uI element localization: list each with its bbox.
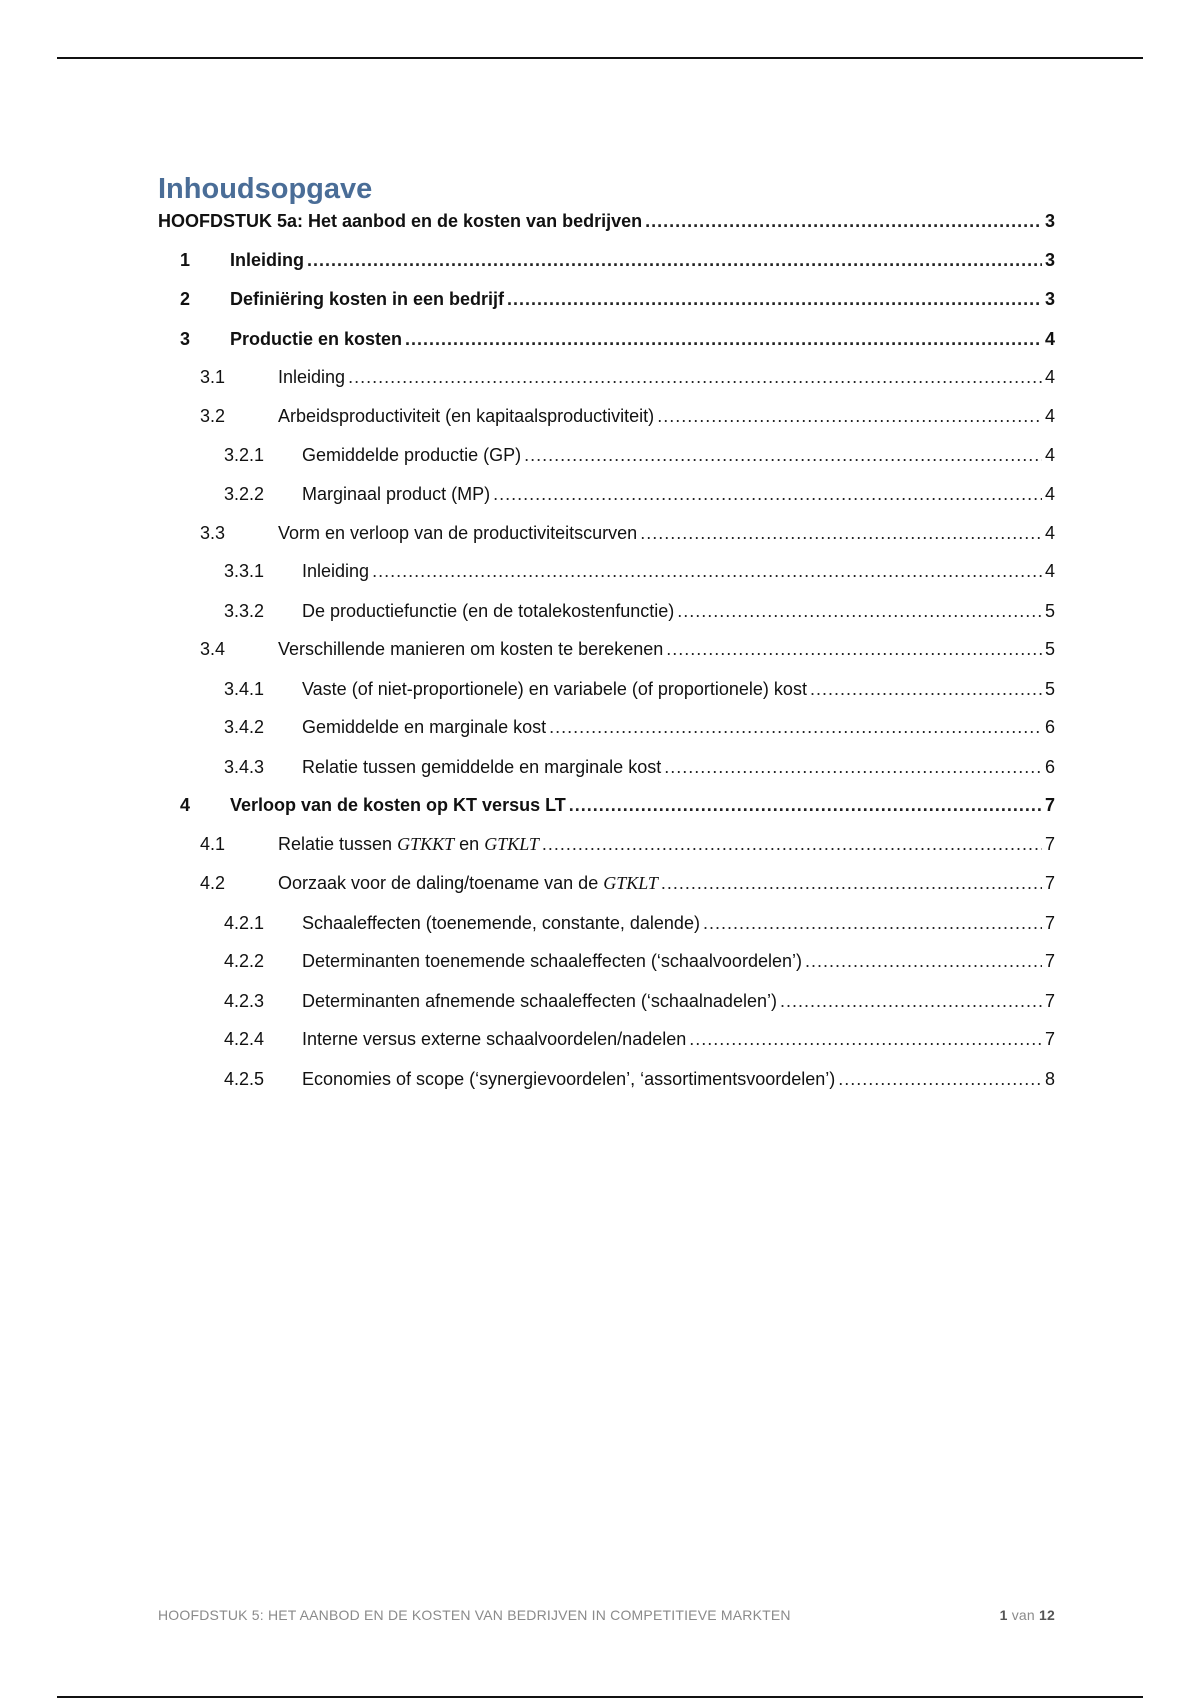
toc-entry-text: Inleiding xyxy=(302,561,370,581)
toc-entry-number: 3.4 xyxy=(200,639,226,659)
toc-entry-1[interactable] xyxy=(158,247,1055,273)
toc-entry-number: 3.4.2 xyxy=(224,717,265,737)
header-rule xyxy=(57,57,1143,59)
toc-leader-dots xyxy=(689,1026,1042,1052)
toc-entry-page: 3 xyxy=(1044,289,1055,309)
toc-entry-page: 7 xyxy=(1044,834,1055,854)
toc-entry-page: 8 xyxy=(1044,1069,1055,1089)
page-number xyxy=(1000,1607,1055,1623)
toc-entry-number: 3.2.2 xyxy=(224,484,265,504)
math-gtkkt: GTKKT xyxy=(397,834,455,854)
toc-entry-text: HOOFDSTUK 5a: Het aanbod en de kosten van bedrijven xyxy=(158,211,643,231)
toc-entry-page: 6 xyxy=(1044,757,1055,777)
toc-leader-dots xyxy=(810,676,1042,702)
toc-entry-text: Verschillende manieren om kosten te berekenen xyxy=(278,639,664,659)
toc-entry-text: Schaaleffecten (toenemende, constante, dalende) xyxy=(302,913,700,933)
toc-entry-4-2-1[interactable] xyxy=(158,910,1055,936)
toc-leader-dots xyxy=(838,1066,1042,1092)
toc-entry-number: 3.2.1 xyxy=(224,445,265,465)
toc-entry-3-3-1[interactable] xyxy=(158,558,1055,584)
toc-entry-text: Verloop van de kosten op KT versus LT xyxy=(230,795,566,815)
toc-entry-text xyxy=(278,870,658,896)
toc-entry-text: Determinanten toenemende schaaleffecten (‘schaalvoordelen’) xyxy=(302,951,802,971)
toc-entry-text: Determinanten afnemende schaaleffecten (‘schaalnadelen’) xyxy=(302,991,777,1011)
toc-entry-text: Economies of scope (‘synergievoordelen’, ‘assortimentsvoordelen’) xyxy=(302,1069,836,1089)
current-page: 1 xyxy=(999,1607,1008,1623)
toc-entry-3-2-2[interactable] xyxy=(158,481,1055,507)
toc-entry-3-4-3[interactable] xyxy=(158,754,1055,780)
toc-entry-4-1[interactable] xyxy=(158,831,1055,857)
toc-entry-text: Arbeidsproductiviteit (en kapitaalsproductiviteit) xyxy=(278,406,655,426)
toc-entry-3-4-1[interactable] xyxy=(158,676,1055,702)
toc-entry-text: Marginaal product (MP) xyxy=(302,484,491,504)
toc-entry-page: 4 xyxy=(1044,329,1055,349)
toc-entry-text xyxy=(278,831,539,857)
toc-entry-number: 4.2.2 xyxy=(224,951,265,971)
toc-leader-dots xyxy=(677,598,1042,624)
math-gtklt: GTKLT xyxy=(603,873,658,893)
toc-entry-3[interactable] xyxy=(158,326,1055,352)
toc-entry-page: 4 xyxy=(1044,484,1055,504)
table-of-contents xyxy=(158,172,1055,1089)
toc-leader-dots xyxy=(645,208,1042,234)
toc-leader-dots xyxy=(493,481,1042,507)
toc-entry-page: 7 xyxy=(1044,913,1055,933)
toc-entry-text: Definiëring kosten in een bedrijf xyxy=(230,289,505,309)
toc-entry-number: 4.2.4 xyxy=(224,1029,265,1049)
toc-leader-dots xyxy=(703,910,1042,936)
toc-entry-number: 4.2.5 xyxy=(224,1069,265,1089)
footer-title: HOOFDSTUK 5: HET AANBOD EN DE KOSTEN VAN BEDRIJVEN IN COMPETITIEVE MARKTEN xyxy=(158,1607,791,1623)
page-footer xyxy=(158,1607,1055,1623)
toc-entry-number: 3.3.1 xyxy=(224,561,265,581)
footer-rule xyxy=(57,1696,1143,1698)
toc-entry-3-2-1[interactable] xyxy=(158,442,1055,468)
toc-entry-number: 3.4.1 xyxy=(224,679,265,699)
toc-leader-dots xyxy=(348,364,1042,390)
toc-entry-page: 7 xyxy=(1044,795,1055,815)
toc-entry-number: 4.2.3 xyxy=(224,991,265,1011)
toc-entry-page: 7 xyxy=(1044,991,1055,1011)
toc-entry-page: 4 xyxy=(1044,445,1055,465)
toc-leader-dots xyxy=(307,247,1042,273)
toc-entry-text: Interne versus externe schaalvoordelen/nadelen xyxy=(302,1029,687,1049)
toc-entry-page: 7 xyxy=(1044,951,1055,971)
toc-entry-page: 7 xyxy=(1044,873,1055,893)
toc-title: Inhoudsopgave xyxy=(158,173,373,205)
toc-entry-text-mid: en xyxy=(459,834,480,854)
toc-leader-dots xyxy=(524,442,1042,468)
toc-entry-number: 3.3 xyxy=(200,523,226,543)
toc-entry-number: 4.1 xyxy=(200,834,226,854)
toc-entry-page: 6 xyxy=(1044,717,1055,737)
toc-entry-page: 4 xyxy=(1044,406,1055,426)
toc-entry-text-pre: Oorzaak voor de daling/toename van de xyxy=(278,873,599,893)
math-gtklt: GTKLT xyxy=(484,834,539,854)
toc-entry-3-3[interactable] xyxy=(158,520,1055,546)
toc-entry-page: 4 xyxy=(1044,367,1055,387)
total-pages: 12 xyxy=(1039,1607,1055,1623)
toc-entry-text: Gemiddelde en marginale kost xyxy=(302,717,547,737)
toc-entry-text: Productie en kosten xyxy=(230,329,403,349)
toc-entry-4[interactable] xyxy=(158,792,1055,818)
toc-entry-page: 4 xyxy=(1044,523,1055,543)
toc-entry-number: 3.1 xyxy=(200,367,226,387)
toc-entry-number: 3.2 xyxy=(200,406,226,426)
toc-entry-text: Vorm en verloop van de productiviteitscurven xyxy=(278,523,638,543)
toc-entry-text: Inleiding xyxy=(230,250,304,270)
toc-leader-dots xyxy=(640,520,1042,546)
toc-entry-2[interactable] xyxy=(158,286,1055,312)
toc-entry-page: 5 xyxy=(1044,679,1055,699)
toc-entry-text: De productiefunctie (en de totalekostenfunctie) xyxy=(302,601,675,621)
toc-entry-4-2[interactable] xyxy=(158,870,1055,896)
toc-leader-dots xyxy=(780,988,1042,1014)
toc-entry-number: 3.4.3 xyxy=(224,757,265,777)
toc-entry-text: Gemiddelde productie (GP) xyxy=(302,445,522,465)
toc-entry-4-2-4[interactable] xyxy=(158,1026,1055,1052)
toc-leader-dots xyxy=(542,831,1042,857)
toc-entry-text: Vaste (of niet-proportionele) en variabele (of proportionele) kost xyxy=(302,679,807,699)
toc-leader-dots xyxy=(507,286,1042,312)
toc-entry-page: 3 xyxy=(1044,211,1055,231)
toc-entry-4-2-3[interactable] xyxy=(158,988,1055,1014)
toc-entry-3-2[interactable] xyxy=(158,403,1055,429)
toc-leader-dots xyxy=(372,558,1042,584)
toc-leader-dots xyxy=(569,792,1042,818)
toc-entry-4-2-2[interactable] xyxy=(158,948,1055,974)
toc-leader-dots xyxy=(405,326,1042,352)
toc-entry-number: 2 xyxy=(180,289,191,309)
toc-leader-dots xyxy=(661,870,1042,896)
page-separator: van xyxy=(1011,1607,1035,1623)
toc-entry-page: 3 xyxy=(1044,250,1055,270)
toc-entry-number: 4.2.1 xyxy=(224,913,265,933)
toc-entry-page: 5 xyxy=(1044,601,1055,621)
toc-entry-number: 4.2 xyxy=(200,873,226,893)
toc-entry-text: Inleiding xyxy=(278,367,346,387)
toc-entry-chapter[interactable] xyxy=(158,208,1055,234)
toc-leader-dots xyxy=(664,754,1042,780)
toc-entry-page: 4 xyxy=(1044,561,1055,581)
toc-entry-text-pre: Relatie tussen xyxy=(278,834,393,854)
toc-entry-3-4[interactable] xyxy=(158,636,1055,662)
toc-entry-page: 7 xyxy=(1044,1029,1055,1049)
toc-leader-dots xyxy=(549,714,1042,740)
toc-entry-number: 4 xyxy=(180,795,191,815)
toc-leader-dots xyxy=(805,948,1042,974)
toc-entry-3-4-2[interactable] xyxy=(158,714,1055,740)
toc-entry-3-1[interactable] xyxy=(158,364,1055,390)
toc-entry-3-3-2[interactable] xyxy=(158,598,1055,624)
toc-entry-page: 5 xyxy=(1044,639,1055,659)
toc-entry-text: Relatie tussen gemiddelde en marginale kost xyxy=(302,757,662,777)
toc-leader-dots xyxy=(657,403,1042,429)
toc-entry-number: 3 xyxy=(180,329,191,349)
toc-entry-number: 3.3.2 xyxy=(224,601,265,621)
toc-entry-number: 1 xyxy=(180,250,191,270)
toc-leader-dots xyxy=(666,636,1042,662)
toc-entry-4-2-5[interactable] xyxy=(158,1066,1055,1092)
